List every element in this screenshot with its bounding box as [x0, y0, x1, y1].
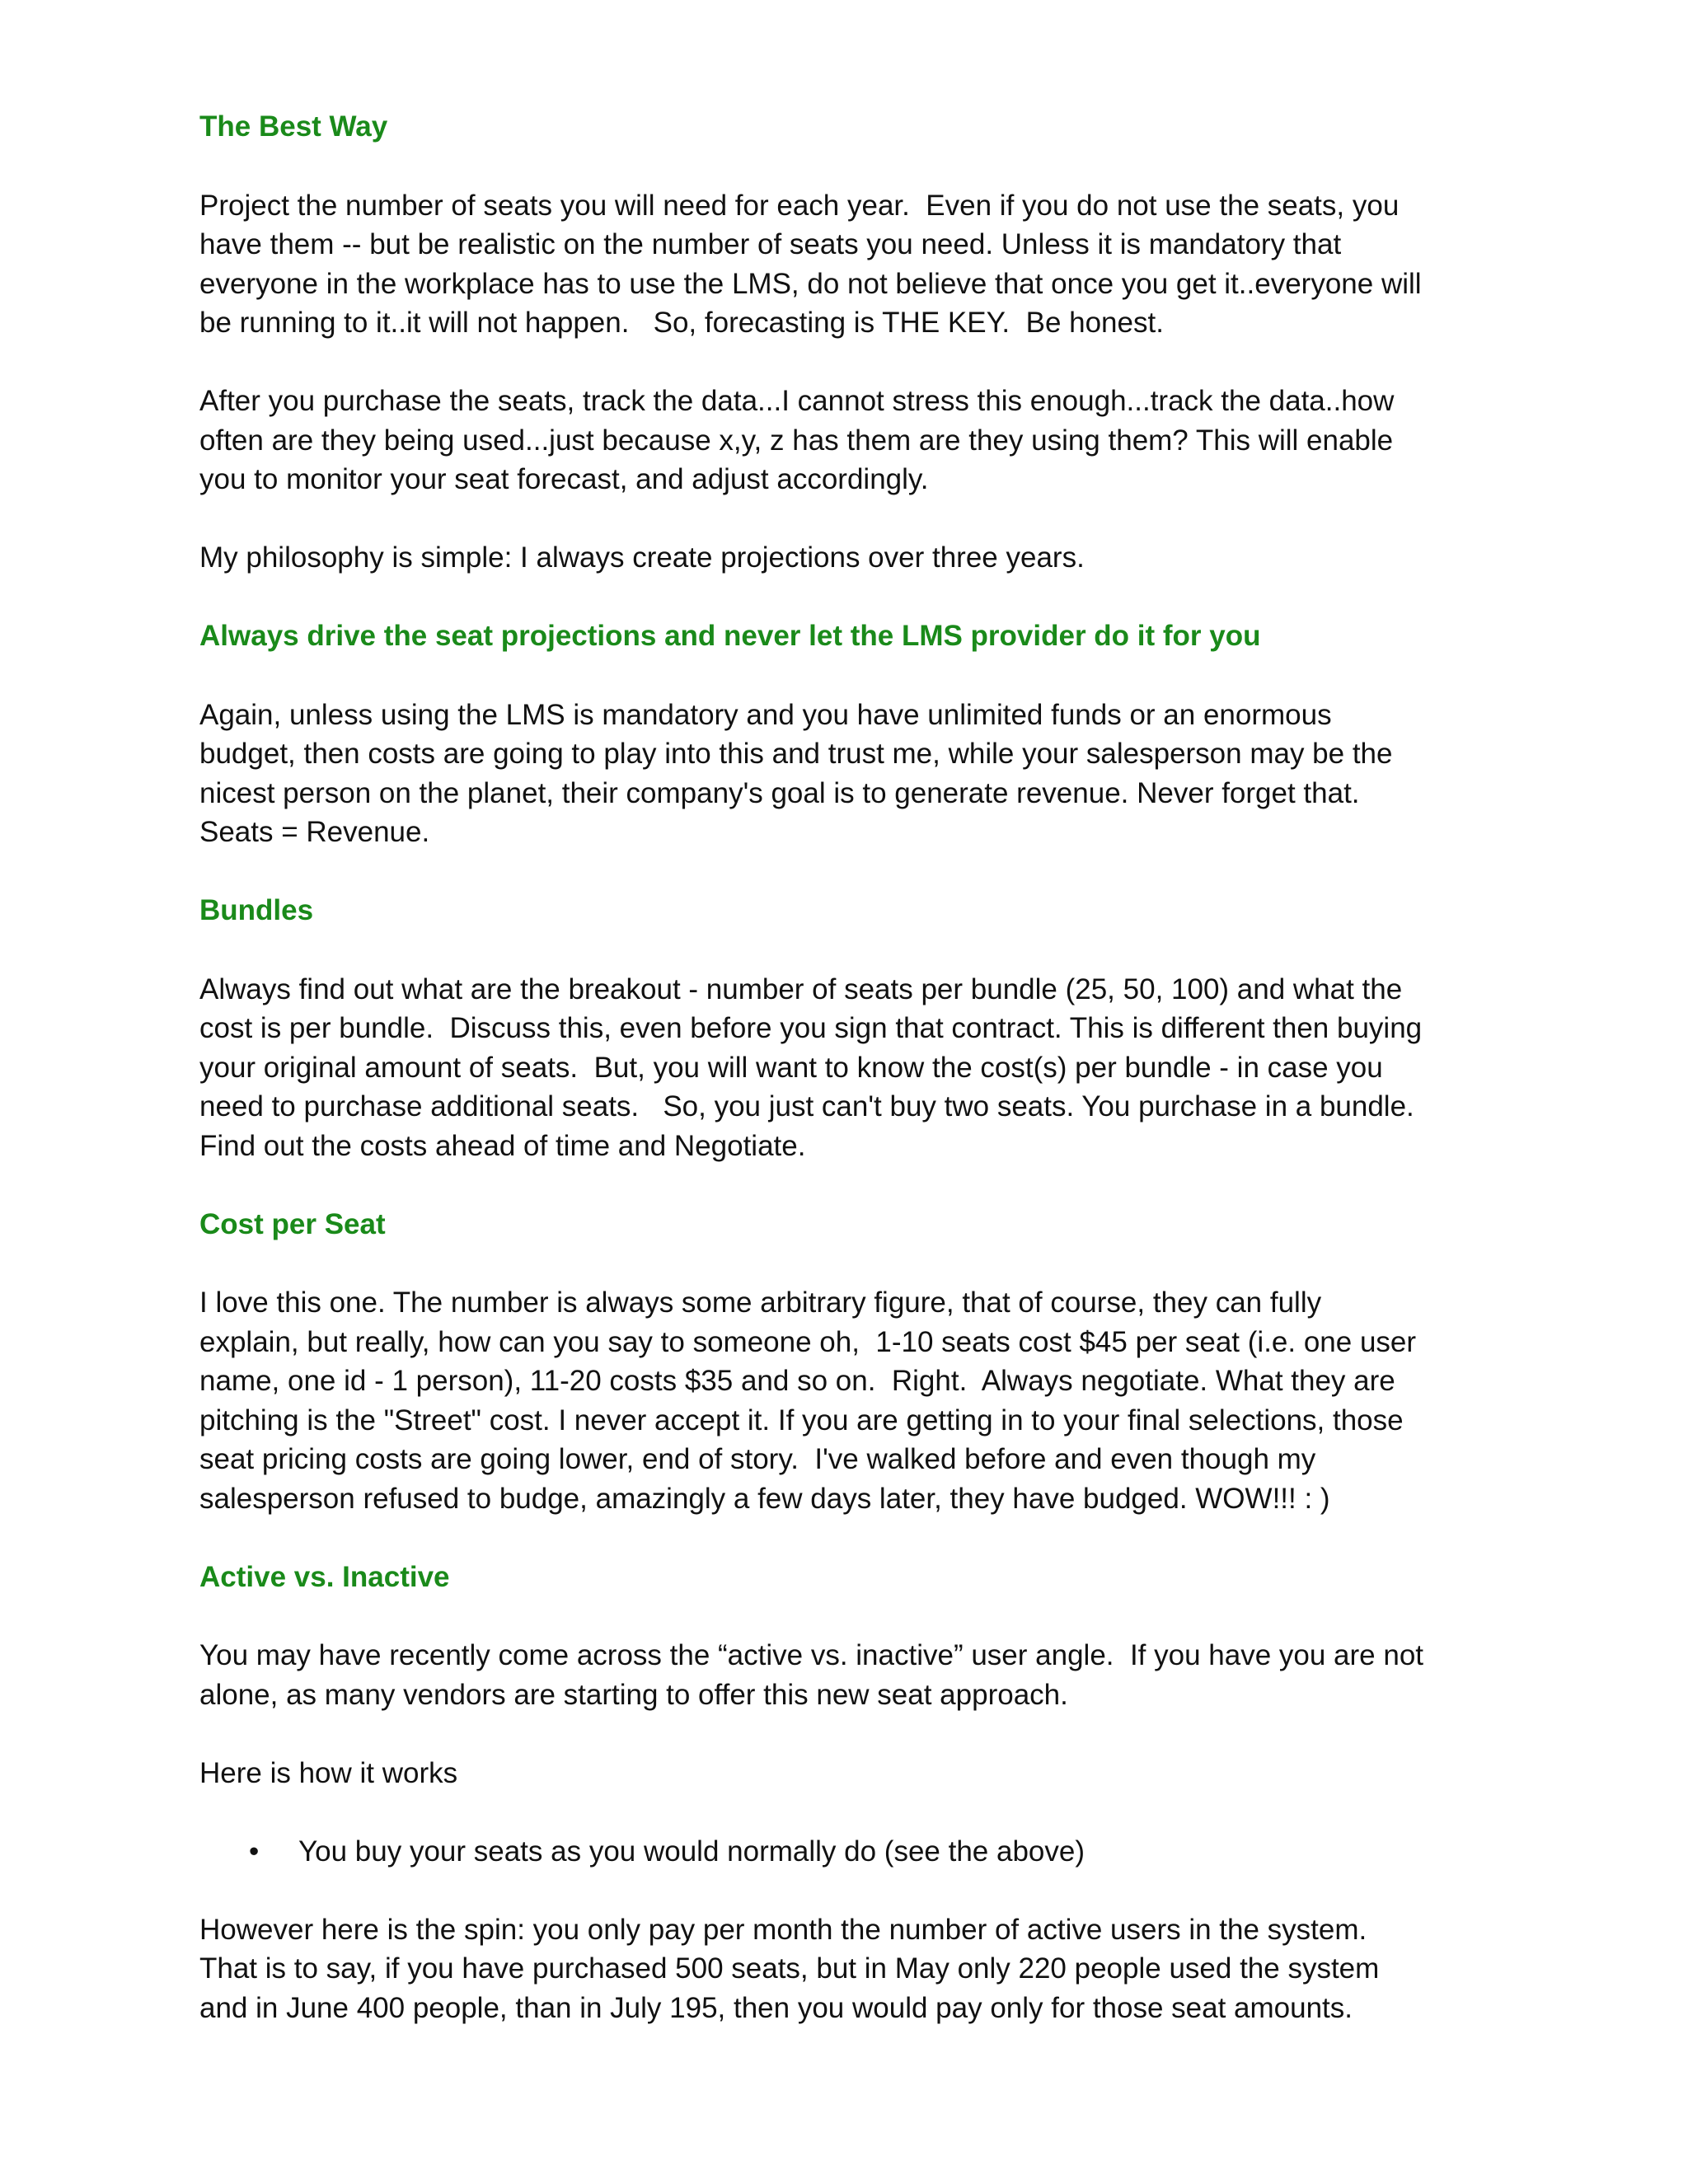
- paragraph-project-seats: Project the number of seats you will need for each year. Even if you do not use the seats, you have them -- but be realistic on the number of seats you need. Unless it is mandatory that everyone in the workplace has to use the LMS, do not believe that once you get it..everyone will be running to it..it will not happen. So, forecasting is THE KEY. Be honest.: [199, 189, 1422, 339]
- paragraph-cost-per-seat: I love this one. The number is always some arbitrary figure, that of course, they can fully explain, but really, how can you say to someone oh, 1-10 seats cost $45 per seat (i.e. one user name, one id - 1 person), 11-20 costs $35 and so on. Right. Always negotiate. What they are pitching is the "Street" cost. I never accept it. If you are getting in to your final selections, those seat pricing costs are going lower, end of story. I've walked before and even though my salesperson refused to budge, amazingly a few days later, they have budged. WOW!!! : ): [199, 1286, 1417, 1515]
- paragraph-bundles: Always find out what are the breakout - number of seats per bundle (25, 50, 100) and what the cost is per bundle. Discuss this, even before you sign that contract. This is different then buying your original amount of seats. But, you will want to know the cost(s) per bundle - in case you need to purchase additional seats. So, you just can't buy two seats. You purchase in a bundle. Find out the costs ahead of time and Negotiate.: [199, 972, 1423, 1162]
- heading-the-best-way: The Best Way: [199, 110, 388, 143]
- bullet-icon: •: [249, 1835, 260, 1868]
- heading-drive-seat-projections: Always drive the seat projections and never let the LMS provider do it for you: [199, 620, 1261, 652]
- heading-bundles: Bundles: [199, 894, 314, 926]
- document-body: [199, 107, 1502, 2027]
- paragraph-philosophy: My philosophy is simple: I always create projections over three years.: [199, 541, 1085, 574]
- paragraph-seats-revenue: Again, unless using the LMS is mandatory and you have unlimited funds or an enormous budget, then costs are going to play into this and trust me, while your salesperson may be the nicest person on the planet, their company's goal is to generate revenue. Never forget that. Seats = Revenue.: [199, 698, 1393, 848]
- heading-cost-per-seat: Cost per Seat: [199, 1207, 386, 1240]
- bullet-list: [199, 1832, 1502, 1872]
- list-item: • You buy your seats as you would normally do (see the above): [199, 1832, 1502, 1872]
- paragraph-track-data: After you purchase the seats, track the data...I cannot stress this enough...track the data..how often are they being used...just because x,y, z has them are they using them? This will enable you to monitor your seat forecast, and adjust accordingly.: [199, 385, 1395, 495]
- paragraph-active-intro: You may have recently come across the “active vs. inactive” user angle. If you have you are not alone, as many vendors are starting to offer this new seat approach.: [199, 1639, 1424, 1711]
- heading-active-vs-inactive: Active vs. Inactive: [199, 1560, 450, 1593]
- paragraph-active-closing: However here is the spin: you only pay per month the number of active users in the system. That is to say, if you have purchased 500 seats, but in May only 220 people used the system and in June 400 people, than in July 195, then you would pay only for those seat amounts.: [199, 1913, 1380, 2024]
- paragraph-how-it-works: Here is how it works: [199, 1756, 458, 1789]
